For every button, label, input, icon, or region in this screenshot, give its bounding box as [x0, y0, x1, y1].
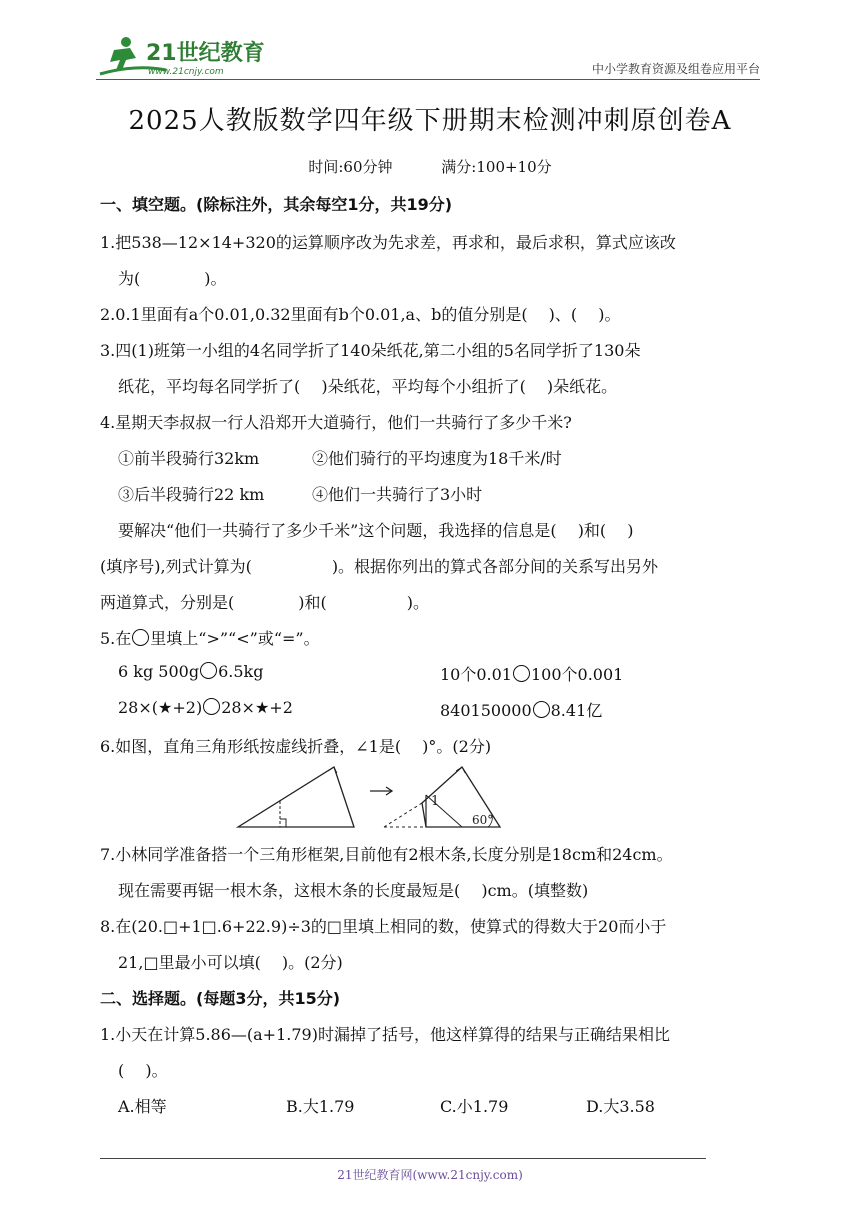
exam-info [0, 156, 860, 177]
section2-heading: 二、选择题。(每题3分，共15分) [100, 989, 341, 1008]
question-4-line-1: 4.星期天李叔叔一行人沿郑开大道骑行，他们一共骑行了多少千米? [100, 413, 572, 432]
compare-b-left: 10个0.01 [440, 665, 512, 684]
question-8-line-1: 8.在(20.□+1□.6+22.9)÷3的□里填上相同的数，使算式的得数大于20而小于 [100, 917, 667, 936]
option-d[interactable]: D.大3.58 [586, 1097, 655, 1116]
circle-blank-icon[interactable] [513, 665, 530, 682]
question-4-line-5: (填序号),列式计算为( )。根据你列出的算式各部分间的关系写出另外 [100, 557, 659, 576]
section1-heading: 一、填空题。(除标注外，其余每空1分，共19分) [100, 195, 453, 214]
question-7-line-1: 7.小林同学准备搭一个三角形框架,目前他有2根木条,长度分别是18cm和24cm。 [100, 845, 673, 864]
question-2: 2.0.1里面有a个0.01,0.32里面有b个0.01,a、b的值分别是( )、( )。 [100, 305, 621, 324]
angle-1-label: 1 [431, 794, 440, 809]
exam-time: 时间:60分钟 [308, 158, 393, 176]
header-divider [96, 79, 760, 80]
option-b[interactable]: B.大1.79 [286, 1097, 355, 1116]
question-3-line-2: 纸花，平均每名同学折了( )朵纸花，平均每个小组折了( )朵纸花。 [118, 377, 618, 396]
question-4-line-4: 要解决“他们一共骑行了多少千米”这个问题，我选择的信息是( )和( ) [118, 521, 634, 540]
compare-item-c [118, 698, 293, 717]
question-5-line [100, 626, 320, 649]
option-a[interactable]: A.相等 [118, 1097, 167, 1116]
compare-a-left: 6 kg 500g [118, 662, 200, 681]
option-c[interactable]: C.小1.79 [440, 1097, 509, 1116]
question-5-prefix: 5.在 [100, 629, 132, 648]
question-6: 6.如图，直角三角形纸按虚线折叠，∠1是( )°。(2分) [100, 737, 492, 756]
compare-d-left: 840150000 [440, 701, 532, 720]
arrow-right-icon [370, 787, 392, 795]
choice-question-1-line-2: ( )。 [118, 1061, 168, 1080]
compare-d-right: 8.41亿 [550, 701, 603, 720]
question-3-line-1: 3.四(1)班第一小组的4名同学折了140朵纸花,第二小组的5名同学折了130朵 [100, 341, 641, 360]
circle-blank-icon[interactable] [203, 698, 220, 715]
exam-score: 满分:100+10分 [441, 158, 552, 176]
logo-text: 21世纪教育 [146, 41, 265, 66]
footer-divider [100, 1158, 706, 1159]
compare-c-left: 28×(★+2) [118, 698, 203, 717]
angle-60-label: 60° [472, 813, 494, 827]
compare-item-d [440, 698, 602, 721]
logo-url: www.21cnjy.com [148, 67, 224, 77]
question-4-info-4: ④他们一共骑行了3小时 [312, 485, 483, 504]
brand-logo [96, 34, 266, 78]
question-7-line-2: 现在需要再锯一根木条，这根木条的长度最短是( )cm。(填整数) [118, 881, 589, 900]
question-1-line-1: 1.把538—12×14+320的运算顺序改为先求差，再求和，最后求积，算式应该改 [100, 233, 676, 252]
circle-blank-icon [132, 629, 149, 646]
compare-b-right: 100个0.001 [531, 665, 624, 684]
question-4-info-3: ③后半段骑行22 km [118, 485, 265, 504]
question-4-info-1: ①前半段骑行32km [118, 449, 260, 468]
page-title: 2025人教版数学四年级下册期末检测冲刺原创卷A [128, 106, 732, 136]
footer-link[interactable]: 21世纪教育网(www.21cnjy.com) [337, 1168, 523, 1182]
compare-a-right: 6.5kg [218, 662, 264, 681]
circle-blank-icon[interactable] [200, 662, 217, 679]
choice-question-1-line-1: 1.小天在计算5.86—(a+1.79)时漏掉了括号，他这样算得的结果与正确结果相比 [100, 1025, 670, 1044]
site-name: 中小学教育资源及组卷应用平台 [591, 62, 760, 76]
folded-triangle-icon [384, 767, 500, 827]
question-1-line-2: 为( )。 [118, 269, 227, 288]
question-4-info-2: ②他们骑行的平均速度为18千米/时 [312, 449, 562, 468]
question-5-suffix: 里填上“>”“<”或“=”。 [150, 629, 320, 648]
triangle-fold-figure [236, 763, 516, 831]
compare-item-a [118, 662, 263, 681]
circle-blank-icon[interactable] [533, 701, 550, 718]
question-4-line-6: 两道算式，分别是( )和( )。 [100, 593, 429, 612]
runner-logo-icon [96, 34, 266, 78]
question-8-line-2: 21,□里最小可以填( )。(2分) [118, 953, 343, 972]
compare-c-right: 28×★+2 [221, 698, 293, 717]
original-triangle-icon [238, 767, 354, 827]
compare-item-b [440, 662, 623, 685]
